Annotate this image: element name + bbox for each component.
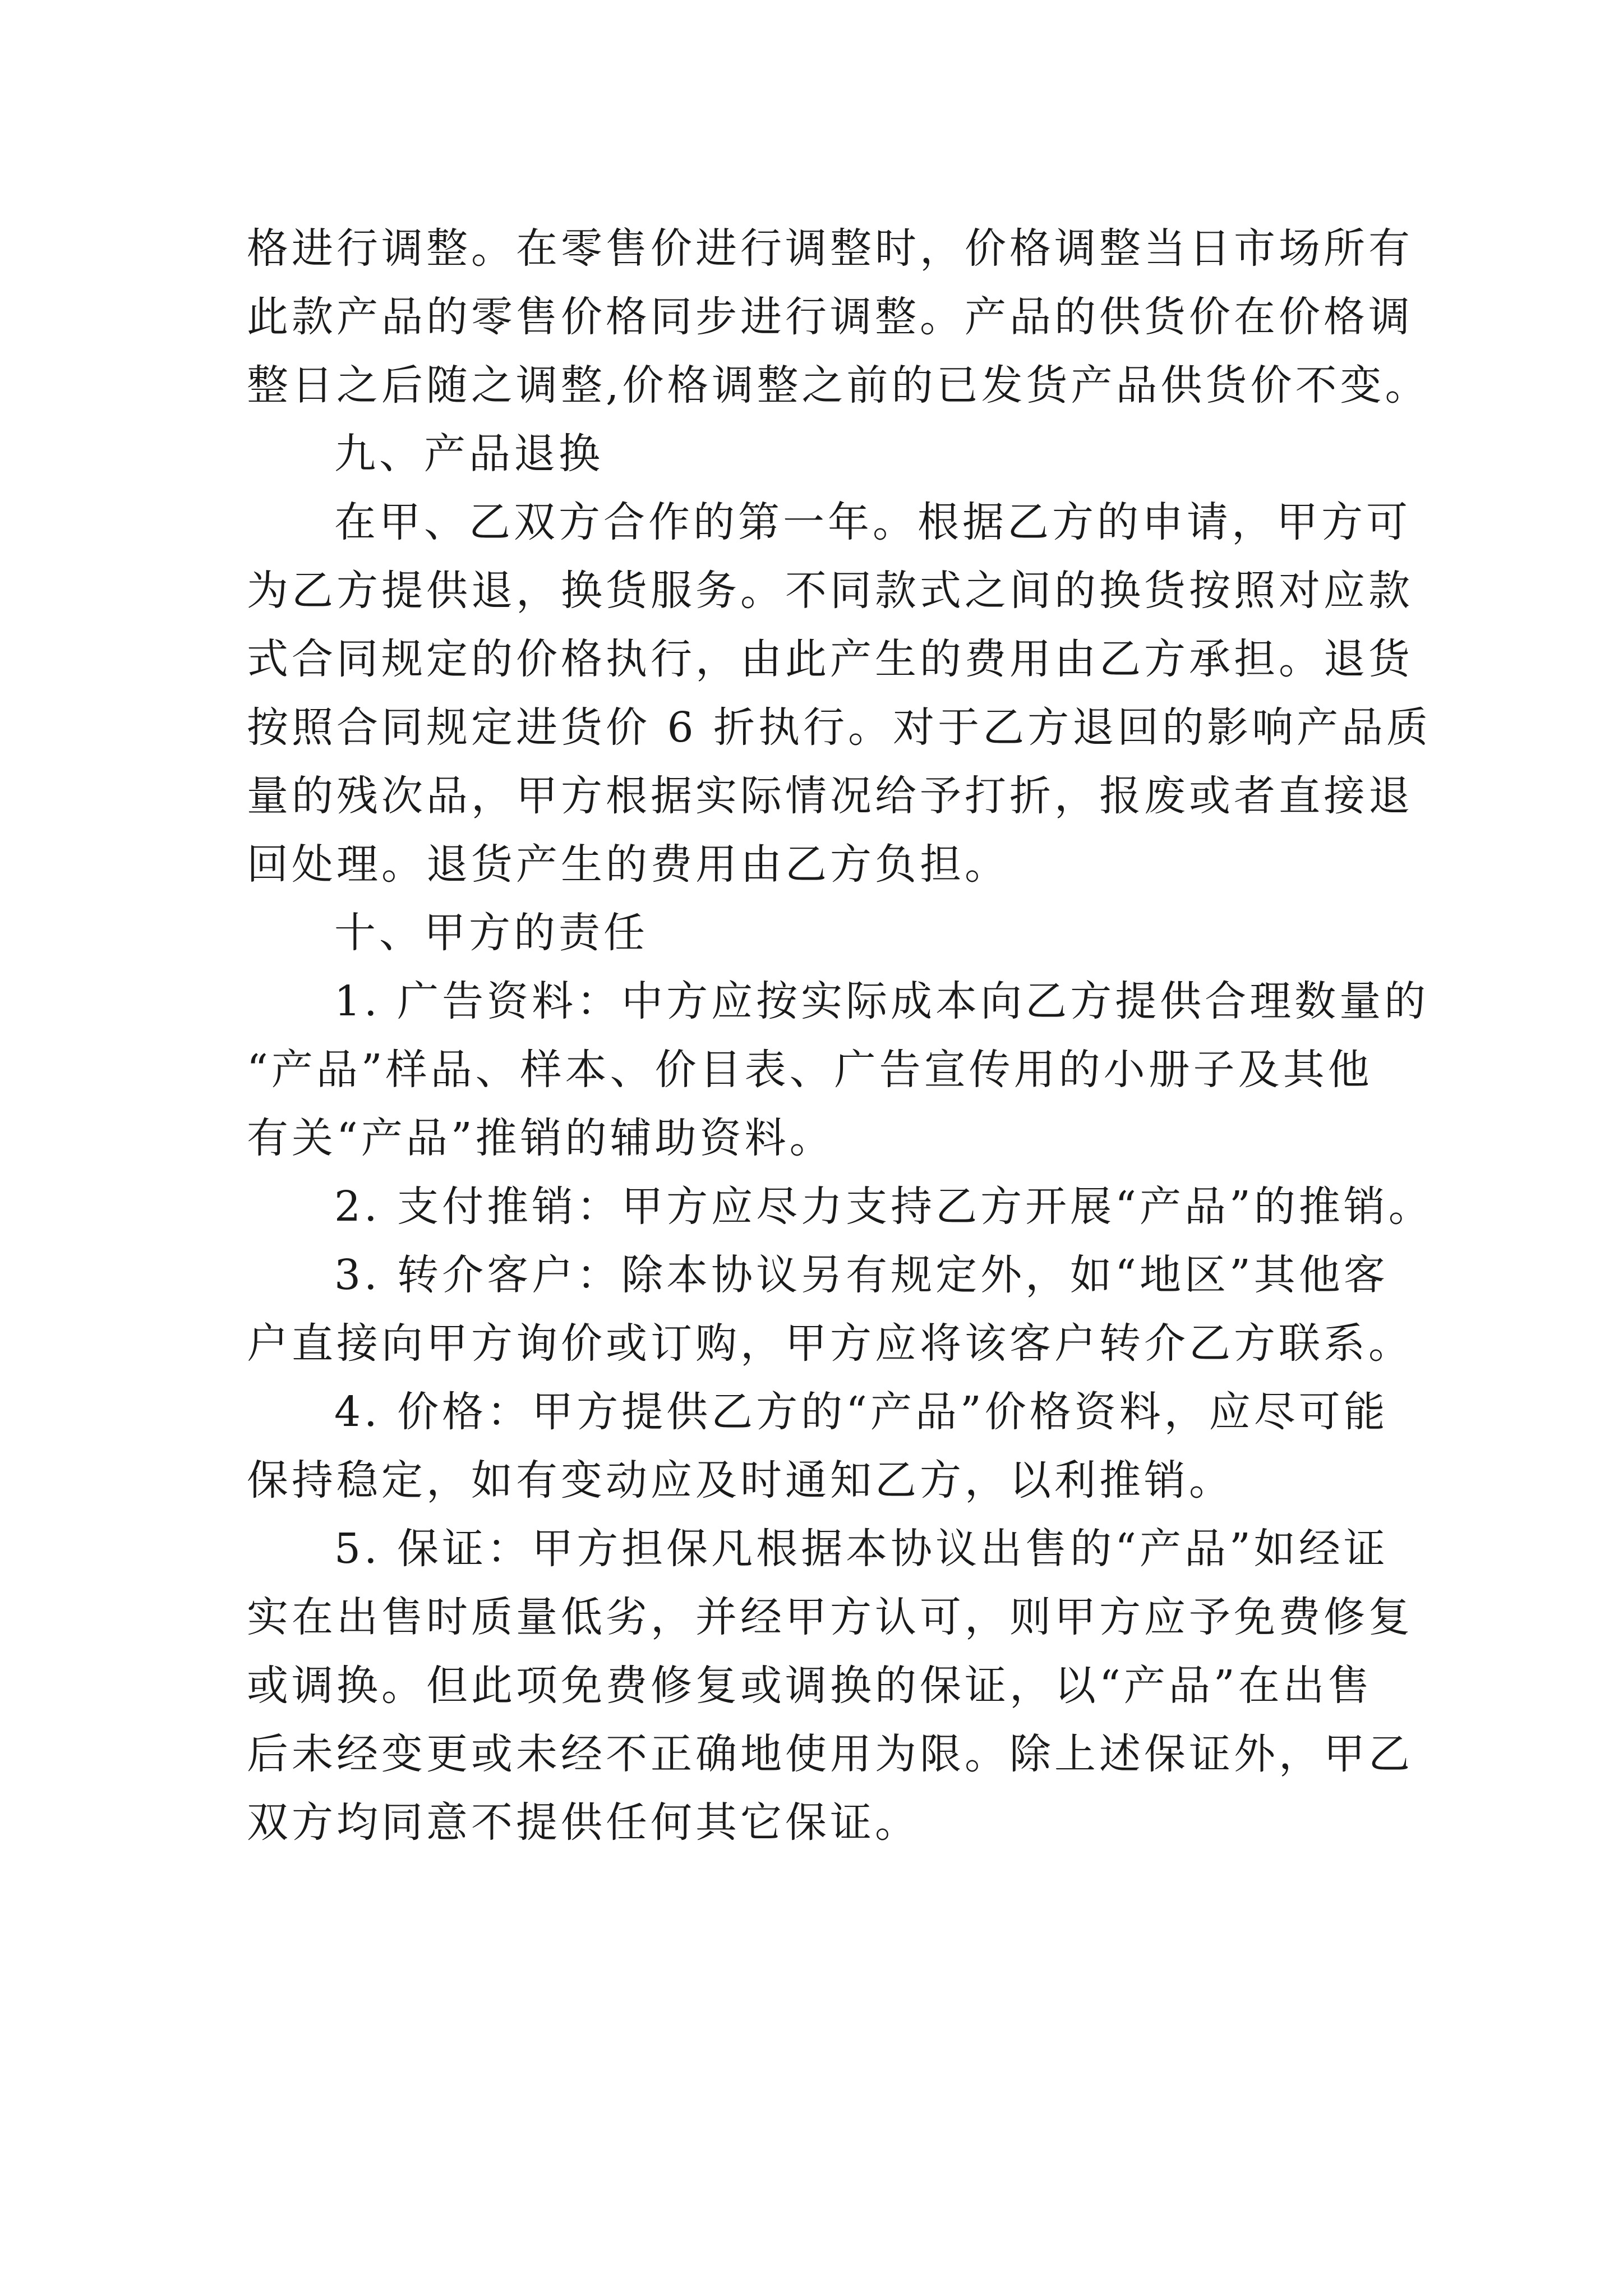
text-line: 或调换。但此项免费修复或调换的保证，以“产品”在出售 <box>247 1662 1373 1710</box>
clause-customer-referral <box>247 1241 1422 1378</box>
text-line: 后未经变更或未经不正确地使用为限。除上述保证外，甲乙 <box>247 1730 1413 1778</box>
text-line: 按照合同规定进货价 6 折执行。对于乙方退回的影响产品质 <box>247 703 1432 752</box>
paragraph-price-adjustment-continued <box>247 214 1430 420</box>
heading-text: 十、甲方的责任 <box>334 909 648 957</box>
text-line: 实在出售时质量低劣，并经甲方认可，则甲方应予免费修复 <box>247 1593 1413 1641</box>
text-line: 格进行调整。在零售价进行调整时，价格调整当日市场所有 <box>247 224 1413 273</box>
section-heading-product-return <box>247 420 1422 488</box>
text-line: 在甲、乙双方合作的第一年。根据乙方的申请，甲方可 <box>334 498 1411 546</box>
text-line: “产品”样品、样本、价目表、广告宣传用的小册子及其他 <box>247 1046 1373 1094</box>
clause-warranty <box>247 1515 1422 1857</box>
text-line: 回处理。退货产生的费用由乙方负担。 <box>247 840 1009 889</box>
text-line: 有关“产品”推销的辅助资料。 <box>247 1114 834 1162</box>
text-line: 5. 保证：甲方担保凡根据本协议出售的“产品”如经证 <box>334 1525 1389 1573</box>
clause-advertising-materials <box>247 967 1430 1172</box>
paragraph-return-exchange <box>247 488 1432 899</box>
heading-text: 九、产品退换 <box>334 430 603 478</box>
text-line: 2. 支付推销：甲方应尽力支持乙方开展“产品”的推销。 <box>334 1182 1433 1231</box>
text-line: 3. 转介客户：除本协议另有规定外，如“地区”其他客 <box>334 1251 1389 1299</box>
text-line: 此款产品的零售价格同步进行调整。产品的供货价在价格调 <box>247 293 1413 341</box>
clause-sales-support <box>247 1172 1433 1241</box>
text-line: 为乙方提供退，换货服务。不同款式之间的换货按照对应款 <box>247 567 1413 615</box>
text-line: 量的残次品，甲方根据实际情况给予打折，报废或者直接退 <box>247 772 1413 820</box>
text-line: 整日之后随之调整,价格调整之前的已发货产品供货价不变。 <box>247 361 1430 409</box>
section-heading-party-a-responsibility <box>247 899 1422 967</box>
document-body <box>247 214 1433 1857</box>
text-line: 1. 广告资料：中方应按实际成本向乙方提供合理数量的 <box>334 977 1430 1025</box>
text-line: 户直接向甲方询价或订购，甲方应将该客户转介乙方联系。 <box>247 1319 1413 1368</box>
text-line: 双方均同意不提供任何其它保证。 <box>247 1798 920 1847</box>
clause-pricing <box>247 1378 1422 1515</box>
text-line: 式合同规定的价格执行，由此产生的费用由乙方承担。退货 <box>247 635 1413 683</box>
text-line: 保持稳定，如有变动应及时通知乙方，以利推销。 <box>247 1456 1234 1504</box>
text-line: 4. 价格：甲方提供乙方的“产品”价格资料，应尽可能 <box>334 1388 1389 1436</box>
